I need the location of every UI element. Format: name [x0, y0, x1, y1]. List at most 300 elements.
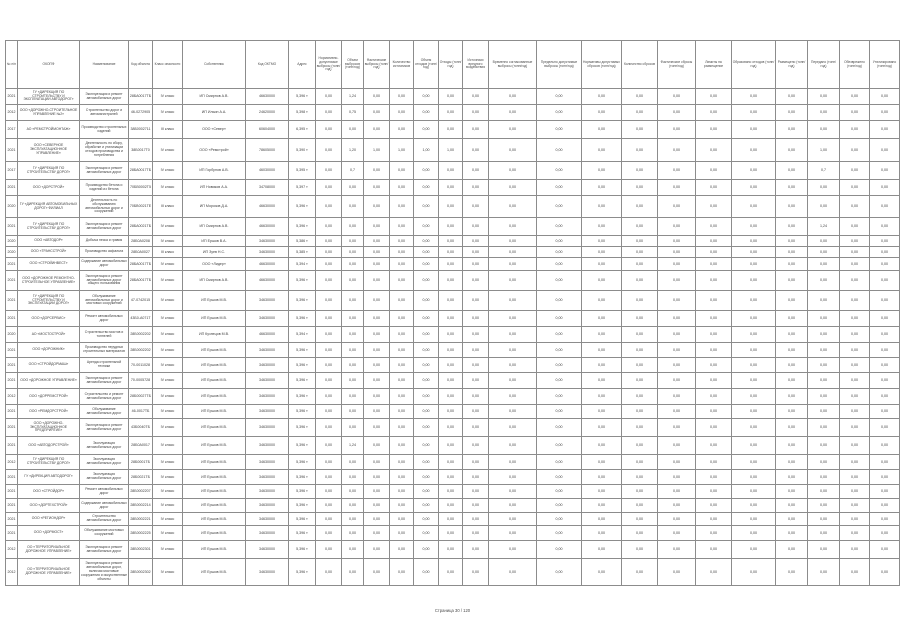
cell-value: 0,00 — [776, 121, 808, 139]
cell-value: 0,00 — [776, 343, 808, 358]
cell-addr: 5,396 т — [289, 559, 316, 586]
cell-value: 0,00 — [489, 180, 537, 196]
cell-value: 0,00 — [732, 291, 776, 311]
cell-code: 43Б0040ТБ — [129, 419, 153, 437]
cell-value: 0,00 — [316, 455, 342, 470]
cell-value: 0,00 — [658, 121, 696, 139]
cell-value: 0,00 — [463, 513, 489, 526]
cell-oktmo: 78605000 — [246, 139, 289, 162]
cell-value: 0,00 — [658, 271, 696, 291]
cell-type: Строительство автомобильных дорог — [80, 513, 129, 526]
table-row — [6, 405, 900, 419]
cell-value: 0,00 — [316, 499, 342, 513]
cell-code: 28Б0002301 — [129, 541, 153, 559]
table-row — [6, 485, 900, 499]
cell-type: Строительство и ремонт автомобильных дорог — [80, 389, 129, 405]
table-row — [6, 180, 900, 196]
cell-value: 0,00 — [414, 405, 439, 419]
cell-value: 0,00 — [776, 271, 808, 291]
cell-value: 0,00 — [316, 526, 342, 541]
cell-oktmo: 46630000 — [246, 327, 289, 343]
cell-n: 2021 — [6, 258, 18, 271]
cell-value: 0,00 — [696, 236, 732, 247]
cell-value: 0,00 — [316, 541, 342, 559]
cell-class: IV класс — [153, 485, 183, 499]
cell-owner: ИП Ершов М.В. — [183, 485, 246, 499]
cell-value: 0,00 — [489, 343, 537, 358]
cell-type: Эксплуатация и ремонт автомобильных дорог — [80, 218, 129, 236]
cell-name: ООО «ДОРСТРОЙ» — [18, 180, 80, 196]
cell-value: 0,00 — [732, 541, 776, 559]
cell-class: IV класс — [153, 373, 183, 389]
cell-name: ГУ «ДИРЕКЦИЯ АВТОДОРОГ» — [18, 470, 80, 485]
table-row — [6, 291, 900, 311]
cell-owner: ИП Ершов М.В. — [183, 455, 246, 470]
cell-value: 0,00 — [582, 89, 622, 105]
cell-n: 2020 — [6, 247, 18, 258]
cell-value: 0,00 — [582, 196, 622, 218]
cell-owner: ИП Ершов М.В. — [183, 513, 246, 526]
cell-value: 0,00 — [489, 389, 537, 405]
cell-n: 2021 — [6, 499, 18, 513]
cell-value: 0,00 — [870, 499, 900, 513]
cell-class: IV класс — [153, 180, 183, 196]
cell-value: 0,00 — [537, 559, 582, 586]
cell-value: 0,00 — [537, 526, 582, 541]
cell-value: 0,00 — [342, 559, 364, 586]
cell-value: 0,00 — [364, 373, 390, 389]
cell-value: 0,00 — [732, 236, 776, 247]
table-row — [6, 258, 900, 271]
table-row — [6, 121, 900, 139]
cell-owner: ИП Ершов М.В. — [183, 373, 246, 389]
cell-value: 0,00 — [870, 271, 900, 291]
cell-value: 0,00 — [489, 499, 537, 513]
cell-value: 0,00 — [870, 139, 900, 162]
cell-value: 0,00 — [342, 196, 364, 218]
cell-value: 0,00 — [622, 470, 658, 485]
cell-value: 0,00 — [439, 513, 463, 526]
cell-type: Эксплуатация автомобильных дорог — [80, 437, 129, 455]
cell-value: 0,00 — [489, 258, 537, 271]
cell-name: ОО «ТЕРРИТОРИАЛЬНОЕ ДОРОЖНОЕ УПРАВЛЕНИЕ» — [18, 559, 80, 586]
cell-n: 2012 — [6, 455, 18, 470]
cell-value: 0,00 — [582, 559, 622, 586]
cell-value: 0,00 — [316, 513, 342, 526]
cell-value: 0,00 — [489, 196, 537, 218]
cell-name: ООО «СЕВЕРНОЕ ЭКСПЛУАТАЦИОННОЕ УПРАВЛЕНИЕ» — [18, 139, 80, 162]
cell-value: 0,00 — [840, 196, 870, 218]
header-row — [6, 41, 900, 89]
cell-value: 0,00 — [658, 105, 696, 121]
cell-value: 0,00 — [840, 89, 870, 105]
cell-value: 0,00 — [463, 196, 489, 218]
cell-value: 0,00 — [840, 559, 870, 586]
cell-value: 0,00 — [489, 89, 537, 105]
cell-value: 0,00 — [342, 291, 364, 311]
cell-owner: ИП Зуев Н.С. — [183, 247, 246, 258]
cell-owner: ИП Ершов М.В. — [183, 526, 246, 541]
cell-owner: ИП Ершов В.А. — [183, 236, 246, 247]
cell-addr: 5,396 т — [289, 437, 316, 455]
column-header: Отходы (тонн/год) — [439, 41, 463, 89]
cell-value: 0,00 — [537, 218, 582, 236]
cell-value: 0,00 — [316, 343, 342, 358]
table-row — [6, 162, 900, 180]
cell-value: 0,00 — [316, 419, 342, 437]
cell-value: 0,00 — [439, 526, 463, 541]
cell-value: 0,00 — [364, 271, 390, 291]
cell-n: 2021 — [6, 358, 18, 373]
cell-value: 0,00 — [582, 373, 622, 389]
cell-value: 0,00 — [776, 485, 808, 499]
cell-value: 0,00 — [342, 541, 364, 559]
cell-name: ООО «ДОРОЖНО-СТРОИТЕЛЬНОЕ УПРАВЛЕНИЕ №2» — [18, 105, 80, 121]
cell-value: 0,00 — [696, 121, 732, 139]
cell-value: 0,00 — [732, 180, 776, 196]
cell-value: 0,00 — [390, 526, 414, 541]
cell-value: 0,00 — [390, 405, 414, 419]
cell-value: 0,00 — [342, 389, 364, 405]
cell-value: 0,00 — [316, 139, 342, 162]
cell-addr: 5,398 т — [289, 105, 316, 121]
cell-class: IV класс — [153, 470, 183, 485]
cell-value: 0,00 — [316, 559, 342, 586]
cell-value: 0,00 — [776, 513, 808, 526]
cell-value: 0,00 — [390, 485, 414, 499]
cell-oktmo: 34630000 — [246, 247, 289, 258]
cell-value: 0,00 — [658, 455, 696, 470]
cell-name: АО «МОСТОСТРОЙ» — [18, 327, 80, 343]
cell-value: 0,00 — [732, 373, 776, 389]
cell-owner: ООО «Лидер» — [183, 258, 246, 271]
cell-addr: 5,390 т — [289, 139, 316, 162]
cell-addr: 5,396 т — [289, 343, 316, 358]
cell-value: 0,00 — [316, 105, 342, 121]
cell-code: 28Б0002302 — [129, 559, 153, 586]
cell-n: 2021 — [6, 180, 18, 196]
cell-value: 0,00 — [870, 196, 900, 218]
cell-oktmo: 34630000 — [246, 358, 289, 373]
column-header: Источники вредного воздействия — [463, 41, 489, 89]
cell-value: 0,00 — [732, 389, 776, 405]
cell-value: 0,00 — [414, 343, 439, 358]
cell-value: 0,00 — [414, 373, 439, 389]
cell-value: 0,00 — [808, 559, 840, 586]
cell-value: 0,00 — [776, 373, 808, 389]
cell-value: 0,00 — [439, 218, 463, 236]
cell-value: 0,00 — [364, 470, 390, 485]
cell-value: 0,00 — [463, 139, 489, 162]
cell-value: 0,00 — [364, 311, 390, 327]
cell-value: 1,24 — [342, 437, 364, 455]
cell-value: 0,00 — [414, 291, 439, 311]
column-header: Количество сбросов — [622, 41, 658, 89]
cell-value: 0,00 — [489, 358, 537, 373]
cell-owner: ИП Ершов М.В. — [183, 541, 246, 559]
cell-value: 0,00 — [582, 470, 622, 485]
cell-n: 2020 — [6, 196, 18, 218]
cell-n: 2021 — [6, 405, 18, 419]
cell-value: 0,00 — [696, 258, 732, 271]
cell-value: 0,00 — [696, 327, 732, 343]
cell-code: 70БВ0002Т5 — [129, 180, 153, 196]
column-header: Код ОКТМО — [246, 41, 289, 89]
cell-value: 0,00 — [342, 271, 364, 291]
cell-value: 0,00 — [316, 236, 342, 247]
cell-value: 0,00 — [342, 358, 364, 373]
cell-value: 0,00 — [582, 327, 622, 343]
cell-type: Производство строительных изделий — [80, 121, 129, 139]
cell-value: 0,00 — [696, 559, 732, 586]
cell-value: 0,00 — [870, 218, 900, 236]
cell-value: 0,00 — [658, 218, 696, 236]
cell-value: 0,00 — [658, 327, 696, 343]
cell-value: 0,00 — [364, 526, 390, 541]
cell-value: 0,00 — [390, 343, 414, 358]
cell-value: 0,00 — [537, 180, 582, 196]
cell-owner: ИП Морозов Д.А. — [183, 196, 246, 218]
column-header: Размещено (тонн/год) — [776, 41, 808, 89]
cell-value: 0,00 — [622, 180, 658, 196]
cell-value: 0,00 — [537, 327, 582, 343]
cell-value: 0,00 — [364, 485, 390, 499]
cell-value: 0,00 — [414, 327, 439, 343]
cell-value: 0,00 — [840, 105, 870, 121]
cell-value: 0,00 — [364, 499, 390, 513]
cell-value: 0,00 — [622, 485, 658, 499]
cell-name: ООО «ДОРОЖНИК» — [18, 343, 80, 358]
cell-type: Содержание автомобильных дорог — [80, 258, 129, 271]
cell-value: 0,00 — [696, 455, 732, 470]
cell-value: 0,00 — [439, 180, 463, 196]
cell-value: 0,00 — [342, 526, 364, 541]
cell-class: IV класс — [153, 311, 183, 327]
cell-value: 0,00 — [732, 559, 776, 586]
cell-n: 2021 — [6, 89, 18, 105]
cell-type: Эксплуатация и ремонт автомобильных дорог — [80, 89, 129, 105]
cell-value: 0,00 — [622, 437, 658, 455]
cell-oktmo: 34630000 — [246, 343, 289, 358]
cell-value: 0,00 — [364, 218, 390, 236]
cell-value: 0,00 — [537, 405, 582, 419]
cell-value: 0,00 — [840, 373, 870, 389]
cell-owner: ИП Ершов М.В. — [183, 470, 246, 485]
cell-n: 2012 — [6, 541, 18, 559]
cell-value: 0,00 — [390, 455, 414, 470]
table-row — [6, 247, 900, 258]
table-row — [6, 455, 900, 470]
cell-name: ООО «СТРОЙИНВЕСТ» — [18, 258, 80, 271]
cell-value: 0,00 — [732, 405, 776, 419]
cell-name: ООО «СТРОЙДОР» — [18, 485, 80, 499]
cell-value: 0,00 — [463, 105, 489, 121]
cell-value: 0,00 — [696, 513, 732, 526]
table-row — [6, 499, 900, 513]
cell-value: 0,00 — [537, 247, 582, 258]
cell-value: 0,00 — [808, 499, 840, 513]
cell-value: 0,00 — [537, 513, 582, 526]
cell-value: 1,24 — [342, 89, 364, 105]
table-header — [6, 41, 900, 89]
cell-value: 0,00 — [537, 311, 582, 327]
cell-oktmo: 34630000 — [246, 559, 289, 586]
cell-value: 0,00 — [696, 271, 732, 291]
cell-value: 0,00 — [776, 311, 808, 327]
cell-value: 0,00 — [776, 105, 808, 121]
cell-class: IV класс — [153, 513, 183, 526]
cell-value: 0,00 — [489, 236, 537, 247]
cell-value: 0,00 — [439, 271, 463, 291]
cell-code: 28Б0002225 — [129, 526, 153, 541]
cell-value: 0,00 — [342, 470, 364, 485]
cell-value: 0,00 — [776, 236, 808, 247]
cell-value: 0,00 — [658, 499, 696, 513]
cell-value: 0,00 — [414, 218, 439, 236]
cell-value: 0,00 — [658, 513, 696, 526]
cell-value: 0,00 — [463, 455, 489, 470]
cell-value: 0,00 — [840, 437, 870, 455]
cell-value: 0,00 — [463, 499, 489, 513]
cell-name: ООО «ДОРРЕМСТРОЙ» — [18, 389, 80, 405]
cell-value: 0,00 — [463, 541, 489, 559]
cell-value: 0,00 — [364, 541, 390, 559]
cell-value: 0,00 — [390, 358, 414, 373]
cell-value: 0,00 — [658, 437, 696, 455]
cell-owner: ИП Смирнов А.В. — [183, 271, 246, 291]
cell-value: 0,00 — [316, 358, 342, 373]
cell-oktmo: 34630000 — [246, 291, 289, 311]
cell-value: 0,00 — [808, 236, 840, 247]
table-row — [6, 327, 900, 343]
cell-value: 0,00 — [732, 470, 776, 485]
cell-value: 0,00 — [696, 218, 732, 236]
cell-value: 0,00 — [582, 139, 622, 162]
cell-addr: 5,396 т — [289, 513, 316, 526]
cell-value: 0,00 — [658, 485, 696, 499]
cell-oktmo: 34630000 — [246, 513, 289, 526]
cell-n: 2021 — [6, 513, 18, 526]
cell-code: 28Б0002202 — [129, 343, 153, 358]
cell-value: 0,00 — [463, 247, 489, 258]
cell-code: 28Б0002214 — [129, 499, 153, 513]
cell-value: 0,00 — [342, 499, 364, 513]
cell-value: 0,00 — [870, 162, 900, 180]
cell-owner: ИП Кузнецов М.В. — [183, 327, 246, 343]
column-header: Утилизировано (тонн/год) — [870, 41, 900, 89]
cell-value: 0,00 — [582, 105, 622, 121]
cell-value: 0,00 — [582, 455, 622, 470]
cell-value: 0,00 — [870, 105, 900, 121]
column-header: Объем выбросов (тонн/год) — [342, 41, 364, 89]
cell-value: 0,00 — [808, 121, 840, 139]
cell-value: 0,00 — [342, 247, 364, 258]
cell-name: ГУ «ДИРЕКЦИЯ ПО СТРОИТЕЛЬСТВУ ДОРОГ» — [18, 162, 80, 180]
cell-value: 0,00 — [582, 311, 622, 327]
cell-value: 0,00 — [489, 247, 537, 258]
cell-value: 0,00 — [316, 89, 342, 105]
cell-value: 0,00 — [342, 405, 364, 419]
cell-owner: ИП Ершов М.В. — [183, 389, 246, 405]
cell-value: 0,00 — [390, 121, 414, 139]
cell-value: 0,00 — [840, 291, 870, 311]
cell-value: 0,00 — [364, 419, 390, 437]
cell-value: 0,00 — [732, 455, 776, 470]
cell-owner: ИП Ершов М.В. — [183, 419, 246, 437]
cell-type: Содержание автомобильных дорог — [80, 499, 129, 513]
cell-type: Деятельность по сбору, обработке и утилизации отходов производства и потребления — [80, 139, 129, 162]
cell-value: 0,00 — [732, 258, 776, 271]
cell-value: 0,00 — [316, 196, 342, 218]
cell-oktmo: 34630000 — [246, 437, 289, 455]
cell-value: 0,00 — [658, 419, 696, 437]
cell-value: 0,00 — [390, 327, 414, 343]
cell-value: 0,00 — [840, 139, 870, 162]
cell-value: 0,00 — [537, 455, 582, 470]
cell-value: 0,00 — [840, 526, 870, 541]
cell-value: 0,00 — [390, 247, 414, 258]
cell-value: 0,00 — [582, 162, 622, 180]
cell-value: 0,00 — [658, 373, 696, 389]
table-row — [6, 89, 900, 105]
cell-class: IV класс — [153, 258, 183, 271]
cell-n: 2012 — [6, 105, 18, 121]
cell-code: 28БА0017ТБ — [129, 89, 153, 105]
cell-oktmo: 46630000 — [246, 89, 289, 105]
cell-name: ООО «ДОРТЕХСТРОЙ» — [18, 499, 80, 513]
cell-value: 0,00 — [840, 389, 870, 405]
cell-code: 28Б0001ТБ — [129, 455, 153, 470]
cell-code: 28БА0017ТБ — [129, 258, 153, 271]
cell-value: 0,00 — [342, 121, 364, 139]
column-header: Фактические выбросы (тонн/год) — [364, 41, 390, 89]
cell-value: 0,00 — [582, 405, 622, 419]
cell-value: 0,00 — [840, 455, 870, 470]
cell-value: 0,00 — [463, 419, 489, 437]
cell-value: 0,00 — [732, 218, 776, 236]
cell-value: 0,00 — [696, 541, 732, 559]
cell-value: 0,00 — [489, 405, 537, 419]
cell-value: 0,00 — [439, 343, 463, 358]
cell-addr: 5,397 т — [289, 180, 316, 196]
cell-value: 0,00 — [364, 327, 390, 343]
cell-value: 0,00 — [582, 258, 622, 271]
cell-code: 38Б0017Т0 — [129, 139, 153, 162]
cell-value: 0,00 — [732, 526, 776, 541]
cell-value: 0,00 — [439, 105, 463, 121]
column-header: Передано (тонн/год) — [808, 41, 840, 89]
cell-n: 2021 — [6, 373, 18, 389]
cell-value: 0,00 — [489, 121, 537, 139]
cell-code: 70-0005728 — [129, 373, 153, 389]
cell-value: 0,00 — [489, 513, 537, 526]
cell-value: 0,00 — [342, 373, 364, 389]
cell-value: 0,00 — [776, 327, 808, 343]
cell-value: 0,00 — [364, 455, 390, 470]
cell-value: 0,00 — [870, 121, 900, 139]
cell-value: 0,00 — [658, 559, 696, 586]
cell-value: 0,00 — [439, 419, 463, 437]
cell-value: 0,00 — [414, 437, 439, 455]
cell-n: 2012 — [6, 559, 18, 586]
cell-name: ГУ «ДИРЕКЦИЯ АВТОМОБИЛЬНЫХ ДОРОГ» ФИЛИАЛ — [18, 196, 80, 218]
cell-value: 0,00 — [582, 485, 622, 499]
cell-value: 0,00 — [582, 247, 622, 258]
cell-class: III класс — [153, 196, 183, 218]
cell-value: 0,00 — [732, 513, 776, 526]
cell-value: 0,00 — [463, 437, 489, 455]
cell-value: 0,00 — [439, 485, 463, 499]
